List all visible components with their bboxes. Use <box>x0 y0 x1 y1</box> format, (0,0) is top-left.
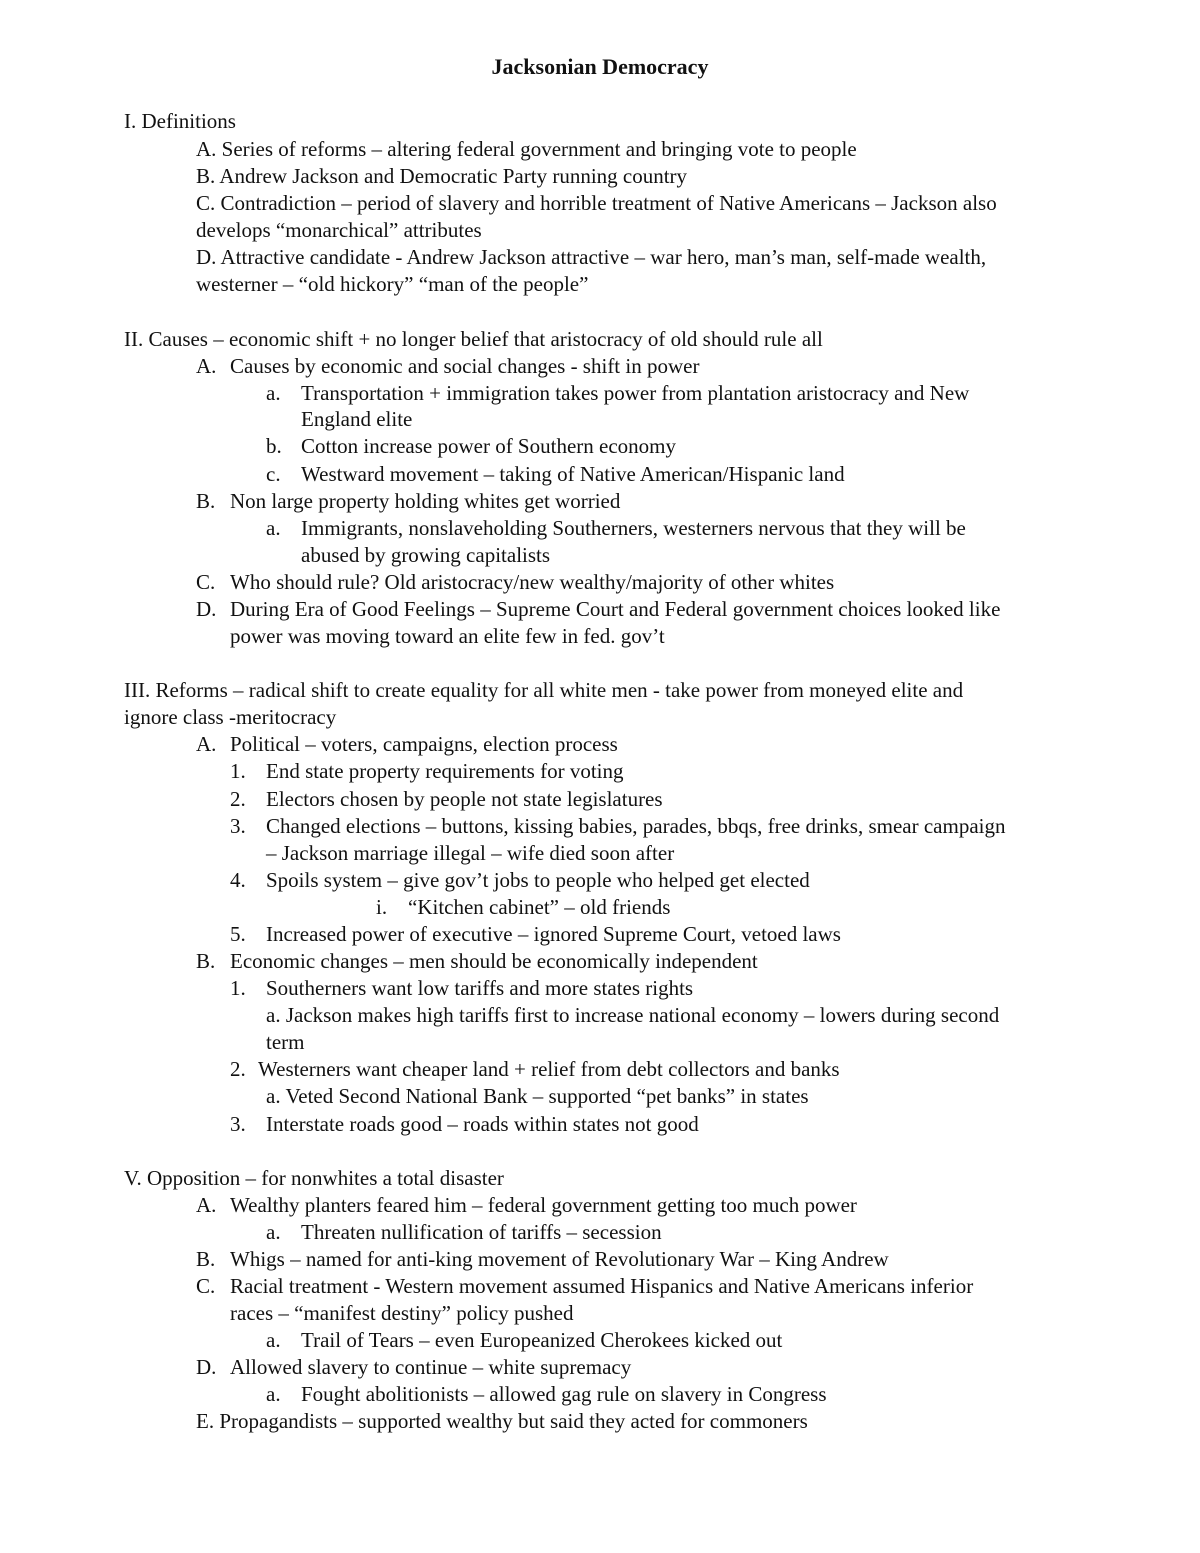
outline-subitem-continuation: abused by growing capitalists <box>301 543 551 567</box>
outline-subitem: Southerners want low tariffs and more states rights <box>266 976 694 1000</box>
outline-marker: 1. <box>230 759 246 783</box>
outline-item: A. Series of reforms – altering federal government and bringing vote to people <box>196 137 857 161</box>
outline-item: D. Attractive candidate - Andrew Jackson attractive – war hero, man’s man, self-made wealth, <box>196 245 987 269</box>
outline-subsubitem: a. Veted Second National Bank – supported “pet banks” in states <box>266 1084 809 1108</box>
outline-marker: 2. <box>230 1057 246 1081</box>
outline-subitem: Spoils system – give gov’t jobs to people who helped get elected <box>266 868 810 892</box>
outline-subitem: Changed elections – buttons, kissing babies, parades, bbqs, free drinks, smear campaign <box>266 814 1006 838</box>
outline-item: Whigs – named for anti-king movement of Revolutionary War – King Andrew <box>230 1247 889 1271</box>
outline-subsubitem: “Kitchen cabinet” – old friends <box>408 895 671 919</box>
outline-subitem: Trail of Tears – even Europeanized Cherokees kicked out <box>301 1328 783 1352</box>
outline-item-continuation: develops “monarchical” attributes <box>196 218 482 242</box>
outline-item: Wealthy planters feared him – federal government getting too much power <box>230 1193 857 1217</box>
outline-marker: A. <box>196 1193 217 1217</box>
outline-marker: a. <box>266 1382 281 1406</box>
outline-subitem-continuation: – Jackson marriage illegal – wife died soon after <box>266 841 675 865</box>
outline-subitem: Transportation + immigration takes power from plantation aristocracy and New <box>301 381 970 405</box>
outline-marker: a. <box>266 516 281 540</box>
outline-subsubitem-continuation: term <box>266 1030 305 1054</box>
outline-item: Racial treatment - Western movement assumed Hispanics and Native Americans inferior <box>230 1274 974 1298</box>
section-heading-continuation: ignore class -meritocracy <box>124 705 337 729</box>
outline-marker: 4. <box>230 868 246 892</box>
outline-item: Political – voters, campaigns, election process <box>230 732 618 756</box>
outline-subitem: Increased power of executive – ignored Supreme Court, vetoed laws <box>266 922 841 946</box>
outline-marker: a. <box>266 1220 281 1244</box>
outline-subitem: Cotton increase power of Southern economy <box>301 434 676 458</box>
outline-item: During Era of Good Feelings – Supreme Court and Federal government choices looked like <box>230 597 1001 621</box>
outline-subitem: Fought abolitionists – allowed gag rule on slavery in Congress <box>301 1382 827 1406</box>
outline-marker: A. <box>196 732 217 756</box>
outline-marker: 2. <box>230 787 246 811</box>
outline-subitem: Interstate roads good – roads within states not good <box>266 1112 699 1136</box>
section-heading: II. Causes – economic shift + no longer belief that aristocracy of old should rule all <box>124 327 823 351</box>
outline-marker: D. <box>196 1355 217 1379</box>
outline-item: C. Contradiction – period of slavery and horrible treatment of Native Americans – Jackson also <box>196 191 997 215</box>
outline-subitem: Electors chosen by people not state legislatures <box>266 787 663 811</box>
outline-subitem: Westward movement – taking of Native American/Hispanic land <box>301 462 845 486</box>
outline-marker: 5. <box>230 922 246 946</box>
outline-marker: b. <box>266 434 282 458</box>
outline-subitem: Threaten nullification of tariffs – secession <box>301 1220 662 1244</box>
outline-subitem: Westerners want cheaper land + relief from debt collectors and banks <box>258 1057 840 1081</box>
outline-marker: C. <box>196 570 216 594</box>
outline-subitem: Immigrants, nonslaveholding Southerners, westerners nervous that they will be <box>301 516 966 540</box>
outline-marker: i. <box>376 895 388 919</box>
section-heading: V. Opposition – for nonwhites a total disaster <box>124 1166 504 1190</box>
outline-marker: c. <box>266 462 281 486</box>
section-heading: I. Definitions <box>124 109 236 133</box>
outline-item: B. Andrew Jackson and Democratic Party running country <box>196 164 688 188</box>
outline-marker: B. <box>196 949 216 973</box>
outline-marker: C. <box>196 1274 216 1298</box>
section-heading: III. Reforms – radical shift to create equality for all white men - take power from moneyed elite and <box>124 678 964 702</box>
outline-subsubitem: a. Jackson makes high tariffs first to increase national economy – lowers during second <box>266 1003 1000 1027</box>
outline-item: Allowed slavery to continue – white supremacy <box>230 1355 632 1379</box>
outline-item: Who should rule? Old aristocracy/new wealthy/majority of other whites <box>230 570 835 594</box>
outline-item: E. Propagandists – supported wealthy but said they acted for commoners <box>196 1409 808 1433</box>
outline-marker: D. <box>196 597 217 621</box>
outline-marker: B. <box>196 489 216 513</box>
outline-marker: 3. <box>230 814 246 838</box>
outline-marker: a. <box>266 381 281 405</box>
page-title: Jacksonian Democracy <box>491 54 709 79</box>
outline-marker: 1. <box>230 976 246 1000</box>
outline-marker: a. <box>266 1328 281 1352</box>
outline-item: Causes by economic and social changes - shift in power <box>230 354 700 378</box>
outline-marker: A. <box>196 354 217 378</box>
outline-item-continuation: races – “manifest destiny” policy pushed <box>230 1301 574 1325</box>
outline-item-continuation: power was moving toward an elite few in fed. gov’t <box>230 624 665 648</box>
outline-item: Non large property holding whites get worried <box>230 489 621 513</box>
outline-item: Economic changes – men should be economically independent <box>230 949 758 973</box>
outline-subitem: End state property requirements for voting <box>266 759 624 783</box>
outline-marker: B. <box>196 1247 216 1271</box>
outline-subitem-continuation: England elite <box>301 407 413 431</box>
outline-marker: 3. <box>230 1112 246 1136</box>
outline-item-continuation: westerner – “old hickory” “man of the people” <box>196 272 589 296</box>
